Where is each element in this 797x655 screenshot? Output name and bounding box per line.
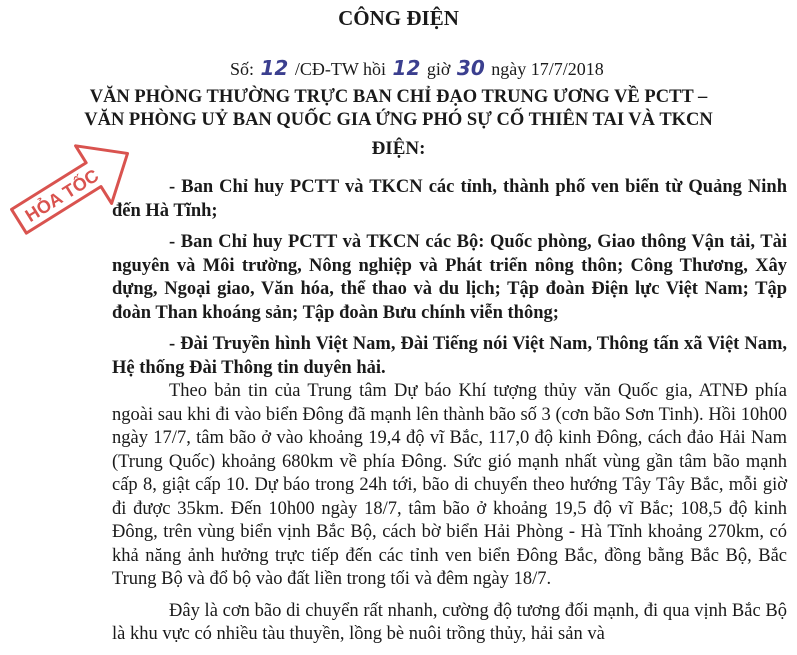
office-line-2: VĂN PHÒNG UỶ BAN QUỐC GIA ỨNG PHÓ SỰ CỐ THIÊN TAI VÀ TKCN — [84, 110, 713, 130]
recipient-list — [112, 176, 787, 388]
issuing-office — [0, 86, 797, 132]
recipient-item: - Ban Chỉ huy PCTT và TKCN các tỉnh, thành phố ven biển từ Quảng Ninh đến Hà Tĩnh; — [112, 177, 787, 221]
handwritten-number: 12 — [260, 56, 289, 80]
dien-label: ĐIỆN: — [371, 138, 426, 159]
so-suffix: /CĐ-TW hồi — [294, 59, 387, 79]
recipient-item: - Đài Truyền hình Việt Nam, Đài Tiếng nói Việt Nam, Thông tấn xã Việt Nam, Hệ thống Đài Thông tin duyên hải. — [112, 334, 787, 378]
document-body — [112, 380, 787, 655]
document-title: CÔNG ĐIỆN — [338, 6, 459, 30]
so-prefix: Số: — [230, 59, 255, 79]
date-text: ngày 17/7/2018 — [491, 59, 604, 79]
document-number-line — [230, 56, 604, 80]
hour-label: giờ — [426, 59, 451, 79]
handwritten-hour: 12 — [392, 56, 421, 80]
body-paragraph: Đây là cơn bão di chuyển rất nhanh, cường độ tương đối mạnh, đi qua vịnh Bắc Bộ là khu vực có nhiều tàu thuyền, lồng bè nuôi trồng thủy, hải sản và — [112, 600, 787, 644]
body-paragraph: Theo bản tin của Trung tâm Dự báo Khí tượng thủy văn Quốc gia, ATNĐ phía ngoài sau khi đi vào biển Đông đã mạnh lên thành bão số 3 (cơn bão Sơn Tinh). Hồi 10h00 ngày 17/7, tâm bão ở vào khoảng 19,4 độ vĩ Bắc, 117,0 độ kinh Đông, cách đảo Hải Nam (Trung Quốc) khoảng 680km về phía Đông. Sức gió mạnh nhất vùng gần tâm bão mạnh cấp 8, giật cấp 10. Dự báo trong 24h tới, bão di chuyển theo hướng Tây Tây Bắc, mỗi giờ đi được 35km. Đến 10h00 ngày 18/7, tâm bão ở khoảng 19,5 độ vĩ Bắc; 108,5 độ kinh Đông, trên vùng biển vịnh Bắc Bộ, cách bờ biển Hải Phòng - Hà Tĩnh khoảng 270km, có khả năng ảnh hưởng trực tiếp đến các tỉnh ven biển Đông Bắc, đồng bằng Bắc Bộ, Bắc Trung Bộ và đổ bộ vào đất liền trong tối và đêm ngày 18/7. — [112, 381, 787, 589]
stamp-text: HỎA TỐC — [21, 165, 103, 226]
handwritten-minute: 30 — [456, 56, 485, 80]
recipient-item: - Ban Chỉ huy PCTT và TKCN các Bộ: Quốc phòng, Giao thông Vận tải, Tài nguyên và Môi trường, Nông nghiệp và Phát triển nông thôn; Công Thương, Xây dựng, Ngoại giao, Văn hóa, thể thao và du lịch; Tập đoàn Điện lực Việt Nam; Tập đoàn Than khoáng sản; Tập đoàn Bưu chính viễn thông; — [112, 232, 787, 323]
office-line-1: VĂN PHÒNG THƯỜNG TRỰC BAN CHỈ ĐẠO TRUNG ƯƠNG VỀ PCTT – — [89, 87, 708, 107]
